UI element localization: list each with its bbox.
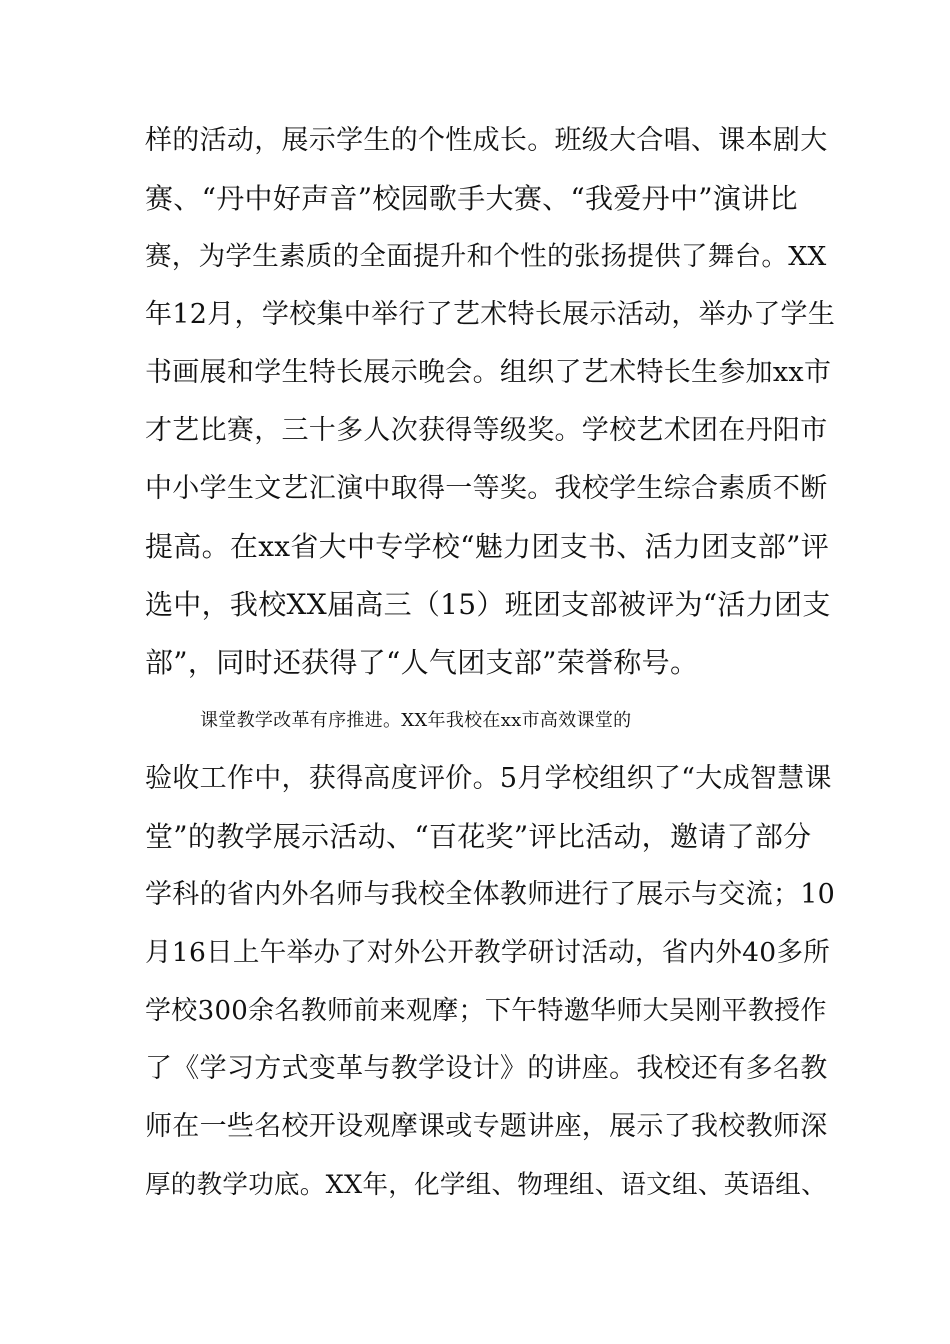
paragraph-1-line-7: 中小学生文艺汇演中取得一等奖。我校学生综合素质不断 xyxy=(145,473,828,504)
paragraph-2-line-6: 学校300余名教师前来观摩；下午特邀华师大吴刚平教授作 xyxy=(145,996,827,1026)
paragraph-2-line-8: 师在一些名校开设观摩课或专题讲座，展示了我校教师深 xyxy=(145,1111,828,1142)
paragraph-2-line-5: 月16日上午举办了对外公开教学研讨活动，省内外40多所 xyxy=(145,937,831,968)
paragraph-2-line-3: 堂”的教学展示活动、“百花奖”评比活动，邀请了部分 xyxy=(145,820,812,853)
paragraph-2-line-4: 学科的省内外名师与我校全体教师进行了展示与交流；10 xyxy=(145,879,836,910)
paragraph-2-line-1: 课堂教学改革有序推进。XX年我校在xx市高效课堂的 xyxy=(200,710,632,731)
paragraph-1-line-3: 赛，为学生素质的全面提升和个性的张扬提供了舞台。XX xyxy=(145,241,827,272)
paragraph-1-line-8: 提高。在xx省大中专学校“魅力团支书、活力团支部”评 xyxy=(145,530,830,563)
paragraph-1-line-5: 书画展和学生特长展示晚会。组织了艺术特长生参加xx市 xyxy=(145,357,832,388)
paragraph-2-line-7: 了《学习方式变革与教学设计》的讲座。我校还有多名教 xyxy=(145,1053,828,1084)
paragraph-1-line-4: 年12月，学校集中举行了艺术特长展示活动，举办了学生 xyxy=(145,299,836,330)
paragraph-1-line-9: 选中，我校XX届高三（15）班团支部被评为“活力团支 xyxy=(145,588,831,621)
paragraph-1-line-1: 样的活动，展示学生的个性成长。班级大合唱、课本剧大 xyxy=(145,125,828,156)
paragraph-2-line-9: 厚的教学功底。XX年，化学组、物理组、语文组、英语组、 xyxy=(145,1170,827,1200)
paragraph-2-line-2: 验收工作中，获得高度评价。5月学校组织了“大成智慧课 xyxy=(145,763,832,794)
paragraph-1-line-6: 才艺比赛，三十多人次获得等级奖。学校艺术团在丹阳市 xyxy=(145,415,828,446)
paragraph-1-line-10: 部”，同时还获得了“人气团支部”荣誉称号。 xyxy=(145,646,699,679)
paragraph-1-line-2: 赛、“丹中好声音”校园歌手大赛、“我爱丹中”演讲比 xyxy=(145,182,798,215)
